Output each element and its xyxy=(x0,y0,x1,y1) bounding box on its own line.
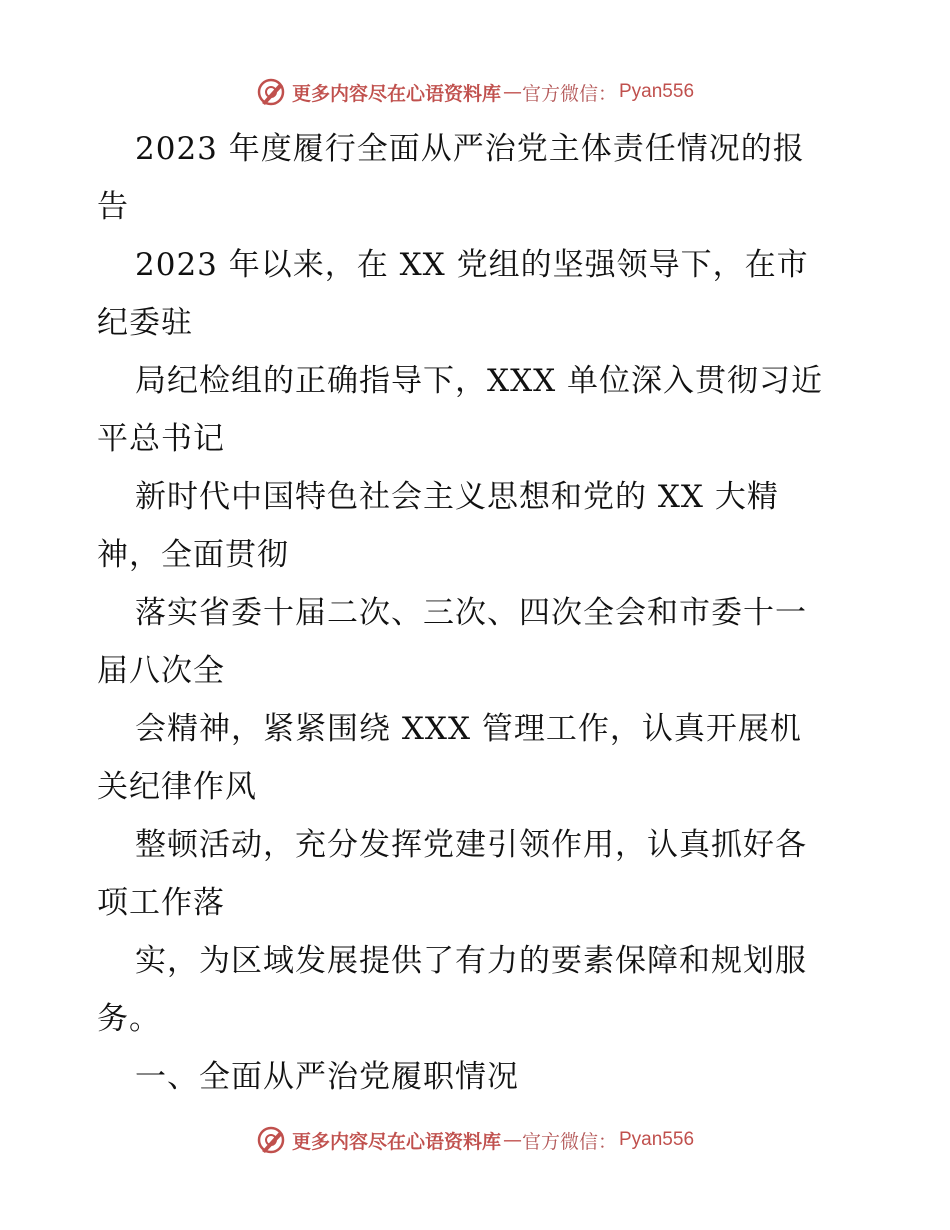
paragraph-line: 平总书记 xyxy=(97,421,225,457)
paragraph-line: 实，为区域发展提供了有力的要素保障和规划服 xyxy=(135,943,807,979)
paragraph-line: 务。 xyxy=(97,1001,161,1037)
banner-wechat-label: 官方微信： xyxy=(521,82,617,105)
paragraph-line: 整顿活动，充分发挥党建引领作用，认真抓好各 xyxy=(135,827,807,863)
document-body xyxy=(97,120,867,1106)
banner-wechat-id: Pyan556 xyxy=(619,1129,695,1150)
banner-main-text: 更多内容尽在心语资料库 xyxy=(291,82,501,105)
paragraph-line: 局纪检组的正确指导下，XXX 单位深入贯彻习近 xyxy=(135,363,824,399)
banner-dash: — xyxy=(502,1129,520,1151)
paragraph-line: 项工作落 xyxy=(97,885,225,921)
footer-watermark-banner xyxy=(0,1120,950,1160)
paragraph-line: 关纪律作风 xyxy=(97,769,257,805)
banner-text xyxy=(292,1127,694,1154)
paragraph-line: 落实省委十届二次、三次、四次全会和市委十一 xyxy=(135,595,807,631)
paragraph-line: 会精神，紧紧围绕 XXX 管理工作，认真开展机 xyxy=(135,711,802,747)
paragraph-line: 纪委驻 xyxy=(97,305,193,341)
paragraph-line: 2023 年以来，在 XX 党组的坚强领导下，在市 xyxy=(135,247,809,283)
paragraph-line: 神，全面贯彻 xyxy=(97,537,289,573)
paragraph-line: 新时代中国特色社会主义思想和党的 XX 大精 xyxy=(135,479,779,515)
banner-main-text: 更多内容尽在心语资料库 xyxy=(291,1130,501,1153)
paragraph-line: 届八次全 xyxy=(97,653,225,689)
section-heading: 一、全面从严治党履职情况 xyxy=(135,1059,519,1095)
quill-logo-icon xyxy=(256,77,286,107)
header-watermark-banner xyxy=(0,72,950,112)
document-title-line: 告 xyxy=(97,189,129,225)
document-title-line: 2023 年度履行全面从严治党主体责任情况的报 xyxy=(135,131,805,167)
banner-wechat-label: 官方微信： xyxy=(521,1130,617,1153)
banner-wechat-id: Pyan556 xyxy=(619,81,695,102)
quill-logo-icon xyxy=(256,1125,286,1155)
banner-text xyxy=(292,79,694,106)
banner-dash: — xyxy=(502,81,520,103)
